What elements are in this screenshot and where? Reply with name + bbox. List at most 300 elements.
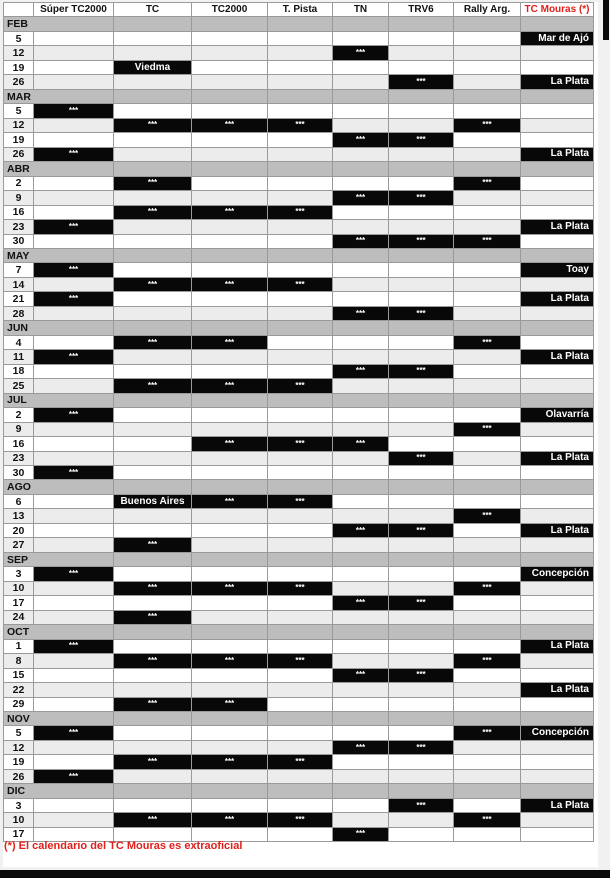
empty-cell xyxy=(389,610,454,624)
event-cell: *** xyxy=(34,147,114,161)
column-header: Rally Arg. xyxy=(454,3,521,17)
date-cell: 11 xyxy=(4,350,34,364)
empty-cell xyxy=(389,46,454,60)
month-band-cell xyxy=(192,89,268,103)
date-cell: 9 xyxy=(4,422,34,436)
empty-cell xyxy=(389,205,454,219)
empty-cell xyxy=(192,422,268,436)
month-band-cell xyxy=(389,89,454,103)
month-label: NOV xyxy=(4,711,114,725)
date-row xyxy=(4,60,594,74)
month-band-cell xyxy=(389,625,454,639)
empty-cell xyxy=(454,755,521,769)
empty-cell xyxy=(454,668,521,682)
month-band-cell xyxy=(192,711,268,725)
event-cell: *** xyxy=(268,205,333,219)
column-header: TN xyxy=(333,3,389,17)
empty-cell xyxy=(34,60,114,74)
event-cell: *** xyxy=(34,104,114,118)
venue-cell: Mar de Ajó xyxy=(521,31,594,45)
event-cell: *** xyxy=(333,191,389,205)
date-row xyxy=(4,118,594,132)
date-cell: 17 xyxy=(4,596,34,610)
empty-cell xyxy=(389,494,454,508)
empty-cell xyxy=(114,509,192,523)
date-cell: 2 xyxy=(4,408,34,422)
event-cell: *** xyxy=(34,220,114,234)
event-cell: *** xyxy=(192,379,268,393)
month-band-cell xyxy=(521,711,594,725)
header-row xyxy=(4,3,594,17)
date-cell: 26 xyxy=(4,147,34,161)
empty-cell xyxy=(333,176,389,190)
empty-cell xyxy=(454,277,521,291)
empty-cell xyxy=(268,523,333,537)
empty-cell xyxy=(268,147,333,161)
empty-cell xyxy=(114,466,192,480)
date-cell: 6 xyxy=(4,494,34,508)
month-row xyxy=(4,480,594,494)
empty-cell xyxy=(521,306,594,320)
date-cell: 19 xyxy=(4,60,34,74)
empty-cell xyxy=(192,408,268,422)
month-label: AGO xyxy=(4,480,114,494)
empty-cell xyxy=(333,31,389,45)
empty-cell xyxy=(114,133,192,147)
month-band-cell xyxy=(114,625,192,639)
date-row xyxy=(4,205,594,219)
date-cell: 27 xyxy=(4,538,34,552)
date-cell: 10 xyxy=(4,581,34,595)
event-cell: *** xyxy=(454,118,521,132)
empty-cell xyxy=(521,364,594,378)
empty-cell xyxy=(268,364,333,378)
event-cell: *** xyxy=(389,234,454,248)
empty-cell xyxy=(268,610,333,624)
empty-cell xyxy=(454,567,521,581)
date-cell: 19 xyxy=(4,133,34,147)
date-row xyxy=(4,191,594,205)
date-row xyxy=(4,610,594,624)
empty-cell xyxy=(192,176,268,190)
empty-cell xyxy=(521,118,594,132)
empty-cell xyxy=(521,60,594,74)
empty-cell xyxy=(333,769,389,783)
month-row xyxy=(4,89,594,103)
date-row xyxy=(4,769,594,783)
empty-cell xyxy=(333,798,389,812)
empty-cell xyxy=(34,118,114,132)
month-band-cell xyxy=(333,552,389,566)
month-band-cell xyxy=(192,248,268,262)
date-row xyxy=(4,31,594,45)
event-cell: *** xyxy=(454,726,521,740)
event-cell: *** xyxy=(268,277,333,291)
venue-cell: Concepción xyxy=(521,567,594,581)
empty-cell xyxy=(268,726,333,740)
empty-cell xyxy=(192,610,268,624)
empty-cell xyxy=(192,740,268,754)
event-cell: *** xyxy=(454,335,521,349)
month-band-cell xyxy=(114,321,192,335)
date-row xyxy=(4,596,594,610)
empty-cell xyxy=(521,581,594,595)
month-band-cell xyxy=(521,89,594,103)
date-row xyxy=(4,451,594,465)
month-row xyxy=(4,321,594,335)
date-cell: 5 xyxy=(4,31,34,45)
event-cell: *** xyxy=(333,46,389,60)
month-band-cell xyxy=(268,393,333,407)
empty-cell xyxy=(454,466,521,480)
month-row xyxy=(4,784,594,798)
month-band-cell xyxy=(114,393,192,407)
empty-cell xyxy=(521,46,594,60)
month-band-cell xyxy=(454,393,521,407)
event-cell: *** xyxy=(333,827,389,841)
event-cell: *** xyxy=(333,596,389,610)
empty-cell xyxy=(34,755,114,769)
empty-cell xyxy=(521,176,594,190)
empty-cell xyxy=(192,220,268,234)
month-band-cell xyxy=(192,625,268,639)
event-cell: *** xyxy=(34,466,114,480)
column-header: T. Pista xyxy=(268,3,333,17)
event-cell: *** xyxy=(333,437,389,451)
empty-cell xyxy=(333,263,389,277)
date-row xyxy=(4,350,594,364)
empty-cell xyxy=(454,306,521,320)
event-cell: *** xyxy=(34,726,114,740)
month-band-cell xyxy=(192,552,268,566)
event-cell: *** xyxy=(454,176,521,190)
venue-cell: La Plata xyxy=(521,350,594,364)
empty-cell xyxy=(192,798,268,812)
empty-cell xyxy=(333,350,389,364)
empty-cell xyxy=(521,494,594,508)
date-cell: 5 xyxy=(4,726,34,740)
event-cell: *** xyxy=(389,133,454,147)
event-cell: *** xyxy=(454,422,521,436)
empty-cell xyxy=(34,596,114,610)
empty-cell xyxy=(333,538,389,552)
empty-cell xyxy=(114,422,192,436)
empty-cell xyxy=(192,31,268,45)
date-row xyxy=(4,379,594,393)
empty-cell xyxy=(114,451,192,465)
month-band-cell xyxy=(268,89,333,103)
empty-cell xyxy=(268,104,333,118)
month-band-cell xyxy=(521,480,594,494)
month-band-cell xyxy=(333,393,389,407)
empty-cell xyxy=(34,277,114,291)
empty-cell xyxy=(34,437,114,451)
date-cell: 17 xyxy=(4,827,34,841)
empty-cell xyxy=(389,755,454,769)
empty-cell xyxy=(389,466,454,480)
empty-cell xyxy=(34,234,114,248)
column-header: Súper TC2000 xyxy=(34,3,114,17)
empty-cell xyxy=(389,220,454,234)
month-band-cell xyxy=(192,480,268,494)
date-row xyxy=(4,306,594,320)
empty-cell xyxy=(454,75,521,89)
corner-edge xyxy=(603,0,609,40)
empty-cell xyxy=(34,668,114,682)
date-row xyxy=(4,263,594,277)
empty-cell xyxy=(389,813,454,827)
month-band-cell xyxy=(114,784,192,798)
date-row xyxy=(4,422,594,436)
empty-cell xyxy=(192,466,268,480)
event-cell: *** xyxy=(389,75,454,89)
empty-cell xyxy=(333,205,389,219)
date-cell: 7 xyxy=(4,263,34,277)
empty-cell xyxy=(34,654,114,668)
date-row xyxy=(4,234,594,248)
empty-cell xyxy=(34,191,114,205)
event-cell: *** xyxy=(389,740,454,754)
empty-cell xyxy=(454,205,521,219)
empty-cell xyxy=(521,379,594,393)
month-band-cell xyxy=(333,17,389,31)
column-header: TRV6 xyxy=(389,3,454,17)
date-cell: 24 xyxy=(4,610,34,624)
month-band-cell xyxy=(333,248,389,262)
empty-cell xyxy=(114,75,192,89)
month-row xyxy=(4,393,594,407)
event-cell: *** xyxy=(192,581,268,595)
empty-cell xyxy=(454,191,521,205)
date-cell: 9 xyxy=(4,191,34,205)
date-cell: 1 xyxy=(4,639,34,653)
event-cell: *** xyxy=(389,523,454,537)
month-band-cell xyxy=(114,248,192,262)
month-band-cell xyxy=(114,89,192,103)
empty-cell xyxy=(333,408,389,422)
empty-cell xyxy=(454,827,521,841)
empty-cell xyxy=(34,509,114,523)
date-cell: 3 xyxy=(4,798,34,812)
month-band-cell xyxy=(268,625,333,639)
empty-cell xyxy=(389,654,454,668)
date-row xyxy=(4,437,594,451)
empty-cell xyxy=(192,306,268,320)
date-row xyxy=(4,75,594,89)
empty-cell xyxy=(333,60,389,74)
empty-cell xyxy=(389,683,454,697)
event-cell: *** xyxy=(268,379,333,393)
month-band-cell xyxy=(268,552,333,566)
empty-cell xyxy=(114,596,192,610)
month-band-cell xyxy=(389,711,454,725)
empty-cell xyxy=(192,292,268,306)
venue-cell: La Plata xyxy=(521,220,594,234)
empty-cell xyxy=(114,769,192,783)
month-band-cell xyxy=(454,625,521,639)
date-row xyxy=(4,697,594,711)
event-cell: *** xyxy=(268,654,333,668)
empty-cell xyxy=(114,408,192,422)
date-cell: 25 xyxy=(4,379,34,393)
event-cell: *** xyxy=(389,668,454,682)
date-row xyxy=(4,104,594,118)
empty-cell xyxy=(521,538,594,552)
month-band-cell xyxy=(114,17,192,31)
empty-cell xyxy=(521,769,594,783)
header-corner xyxy=(4,3,34,17)
date-row xyxy=(4,133,594,147)
date-cell: 12 xyxy=(4,46,34,60)
empty-cell xyxy=(114,668,192,682)
empty-cell xyxy=(333,654,389,668)
venue-cell: La Plata xyxy=(521,292,594,306)
empty-cell xyxy=(389,538,454,552)
month-band-cell xyxy=(389,162,454,176)
empty-cell xyxy=(114,639,192,653)
month-band-cell xyxy=(454,480,521,494)
empty-cell xyxy=(389,335,454,349)
empty-cell xyxy=(268,263,333,277)
empty-cell xyxy=(521,205,594,219)
empty-cell xyxy=(389,147,454,161)
empty-cell xyxy=(34,364,114,378)
month-band-cell xyxy=(389,552,454,566)
date-cell: 14 xyxy=(4,277,34,291)
venue-cell: La Plata xyxy=(521,451,594,465)
month-label: DIC xyxy=(4,784,114,798)
event-cell: *** xyxy=(114,118,192,132)
event-cell: *** xyxy=(268,813,333,827)
month-row xyxy=(4,17,594,31)
event-cell: *** xyxy=(389,451,454,465)
date-cell: 21 xyxy=(4,292,34,306)
date-cell: 12 xyxy=(4,740,34,754)
month-band-cell xyxy=(268,248,333,262)
date-cell: 5 xyxy=(4,104,34,118)
venue-cell: Toay xyxy=(521,263,594,277)
date-row xyxy=(4,277,594,291)
empty-cell xyxy=(454,610,521,624)
empty-cell xyxy=(389,292,454,306)
month-band-cell xyxy=(333,89,389,103)
empty-cell xyxy=(34,422,114,436)
month-label: MAY xyxy=(4,248,114,262)
empty-cell xyxy=(521,104,594,118)
empty-cell xyxy=(114,234,192,248)
event-cell: *** xyxy=(454,581,521,595)
event-cell: *** xyxy=(34,639,114,653)
empty-cell xyxy=(454,538,521,552)
empty-cell xyxy=(454,740,521,754)
empty-cell xyxy=(521,335,594,349)
empty-cell xyxy=(389,176,454,190)
month-label: OCT xyxy=(4,625,114,639)
empty-cell xyxy=(333,335,389,349)
race-calendar-table xyxy=(3,2,594,842)
month-band-cell xyxy=(521,248,594,262)
empty-cell xyxy=(268,668,333,682)
event-cell: *** xyxy=(389,364,454,378)
date-row xyxy=(4,567,594,581)
date-cell: 10 xyxy=(4,813,34,827)
month-band-cell xyxy=(192,393,268,407)
venue-cell: La Plata xyxy=(521,798,594,812)
empty-cell xyxy=(389,263,454,277)
date-cell: 29 xyxy=(4,697,34,711)
empty-cell xyxy=(454,60,521,74)
empty-cell xyxy=(454,31,521,45)
empty-cell xyxy=(454,596,521,610)
empty-cell xyxy=(521,827,594,841)
empty-cell xyxy=(114,220,192,234)
month-band-cell xyxy=(454,162,521,176)
month-band-cell xyxy=(454,89,521,103)
empty-cell xyxy=(268,133,333,147)
event-cell: *** xyxy=(389,798,454,812)
date-row xyxy=(4,726,594,740)
month-band-cell xyxy=(521,393,594,407)
venue-cell: La Plata xyxy=(521,639,594,653)
empty-cell xyxy=(454,46,521,60)
empty-cell xyxy=(389,350,454,364)
empty-cell xyxy=(114,31,192,45)
event-cell: *** xyxy=(114,654,192,668)
empty-cell xyxy=(114,191,192,205)
date-row xyxy=(4,639,594,653)
empty-cell xyxy=(268,234,333,248)
empty-cell xyxy=(114,306,192,320)
empty-cell xyxy=(389,581,454,595)
empty-cell xyxy=(268,697,333,711)
month-band-cell xyxy=(521,625,594,639)
month-band-cell xyxy=(389,17,454,31)
empty-cell xyxy=(389,726,454,740)
date-row xyxy=(4,292,594,306)
column-header-tc-mouras: TC Mouras (*) xyxy=(521,3,594,17)
event-cell: *** xyxy=(114,379,192,393)
month-band-cell xyxy=(333,711,389,725)
empty-cell xyxy=(333,755,389,769)
venue-cell: Olavarría xyxy=(521,408,594,422)
empty-cell xyxy=(268,176,333,190)
event-cell: *** xyxy=(192,813,268,827)
date-cell: 15 xyxy=(4,668,34,682)
empty-cell xyxy=(521,654,594,668)
event-cell: *** xyxy=(389,306,454,320)
date-cell: 12 xyxy=(4,118,34,132)
event-cell: *** xyxy=(34,769,114,783)
empty-cell xyxy=(268,408,333,422)
month-band-cell xyxy=(268,17,333,31)
date-cell: 26 xyxy=(4,75,34,89)
event-cell: *** xyxy=(34,292,114,306)
empty-cell xyxy=(389,437,454,451)
empty-cell xyxy=(333,567,389,581)
empty-cell xyxy=(454,147,521,161)
empty-cell xyxy=(268,220,333,234)
event-cell: *** xyxy=(114,277,192,291)
event-cell: *** xyxy=(192,277,268,291)
date-row xyxy=(4,538,594,552)
event-cell: *** xyxy=(192,697,268,711)
empty-cell xyxy=(521,697,594,711)
date-row xyxy=(4,46,594,60)
empty-cell xyxy=(454,437,521,451)
venue-cell: La Plata xyxy=(521,147,594,161)
month-band-cell xyxy=(454,711,521,725)
event-cell: *** xyxy=(454,509,521,523)
